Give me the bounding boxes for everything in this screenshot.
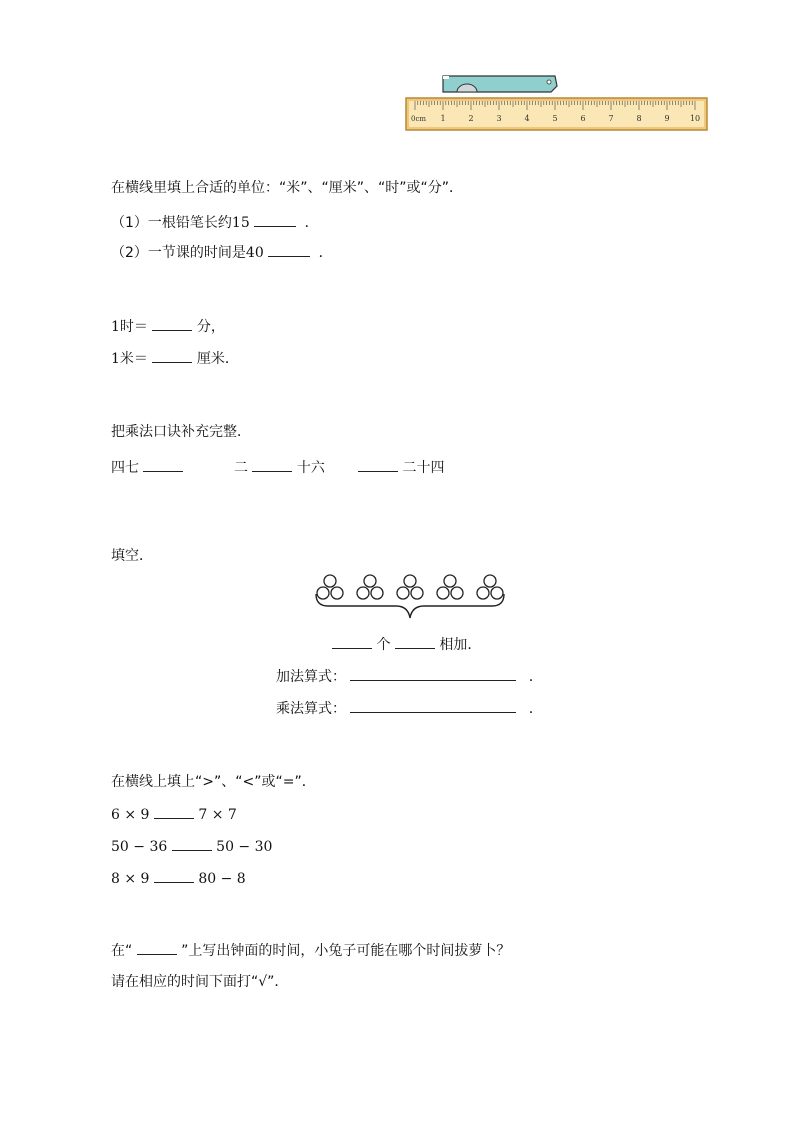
set-square-highlight [443,76,449,79]
group-circle [364,575,376,587]
q5-row-1-blank[interactable] [154,804,194,819]
q1-item2-number: 40 [245,245,264,261]
set-square-hole [547,80,551,84]
q1-item2 [111,242,333,263]
q3-instruction: 把乘法口诀补充完整． [111,424,251,440]
q3-part3 [358,457,444,478]
q1-item1 [111,212,319,233]
q5-instruction: 在横线上填上“>”、“<”或“=”． [111,774,316,790]
q4-add-end: ． [528,669,543,685]
q4-groups-line [332,634,481,655]
q3-part1-blank[interactable] [143,457,183,472]
ruler-illustration [405,74,710,134]
q6-line1-suffix: ”上写出钟面的时间，小兔子可能在哪个时间拔萝卜？ [181,943,511,959]
q4-count-blank[interactable] [332,634,372,649]
q1-item1-blank[interactable] [254,212,296,227]
circle-groups-figure [312,572,512,628]
group-circle [437,587,449,599]
q2-line1-suffix: 分， [196,319,225,335]
q3-part3-blank[interactable] [358,457,398,472]
q3-part2 [234,457,325,478]
curly-brace [316,594,504,618]
q6-line1-prefix: 在“ [111,943,133,959]
q1-item1-prefix: （1）一根铅笔长约 [111,215,232,231]
q2-line1-prefix: 时＝ [119,319,148,335]
group-circle [357,587,369,599]
ruler-unit-label: 0cm [411,115,427,123]
q2-line1-blank[interactable] [152,316,192,331]
group-circle [411,587,423,599]
q4-mul-blank[interactable] [350,698,516,713]
q4-mul-end: ． [528,701,543,717]
ruler-tick-label: 4 [524,114,530,123]
ruler-tick-label: 3 [496,114,502,123]
q6-line1 [111,940,510,961]
q2-line2-prefix: 米＝ [119,351,148,367]
q1-item2-suffix: ． [318,245,333,261]
q5-row-1 [111,804,237,825]
q4-mul-label: 乘法算式： [276,701,346,717]
group-circle [477,587,489,599]
group-circle [331,587,343,599]
group-circle [444,575,456,587]
q6-example-blank [137,940,177,955]
ruler-graphic [405,74,710,134]
group-circle [451,587,463,599]
circle-groups-svg [312,572,512,628]
q4-add-blank[interactable] [350,666,516,681]
q1-item2-blank[interactable] [268,242,310,257]
q5-row-2 [111,836,272,857]
q5-row-3-left: 8 × 9 [111,871,150,887]
q2-line1-number: 1 [111,319,120,335]
q5-row-1-right: 7 × 7 [198,807,237,823]
q4-add-label: 加法算式： [276,669,346,685]
q4-groups-end: 相加． [439,637,482,653]
q3-part1 [111,457,183,478]
q5-row-3-right: 80 − 8 [198,871,246,887]
q4-groups-mid: 个 [376,637,391,653]
q5-row-1-left: 6 × 9 [111,807,150,823]
q4-instruction: 填空． [111,548,153,564]
ruler-tick-label: 9 [664,114,670,123]
group-circle [484,575,496,587]
q1-instruction: 在横线里填上合适的单位：“米”、“厘米”、“时”或“分”． [111,180,464,196]
ruler-tick-label: 1 [440,114,446,123]
group-circle [404,575,416,587]
ruler-tick-label: 8 [636,114,642,123]
q5-row-2-blank[interactable] [172,836,212,851]
group-circle [371,587,383,599]
group-circle [324,575,336,587]
q5-row-3 [111,868,246,889]
ruler-tick-label: 5 [552,114,558,123]
ruler-tick-label: 10 [689,114,701,123]
q6-line2: 请在相应的时间下面打“√”． [111,974,289,990]
q3-part3-suffix: 二十四 [402,460,445,476]
ruler-tick-label: 6 [580,114,586,123]
q4-mul-line [276,698,543,719]
q3-part1-prefix: 四七 [111,460,139,476]
q2-line2 [111,348,239,369]
q2-line2-number: 1 [111,351,120,367]
q3-part2-suffix: 十六 [296,460,325,476]
q4-number-blank[interactable] [395,634,435,649]
q2-line2-suffix: 厘米． [196,351,239,367]
q2-line1 [111,316,225,337]
q5-row-3-blank[interactable] [154,868,194,883]
q5-row-2-left: 50 − 36 [111,839,168,855]
q1-item1-number: 15 [231,215,250,231]
q4-add-line [276,666,543,687]
q3-part2-prefix: 二 [234,460,248,476]
q1-item1-suffix: ． [304,215,319,231]
group-circle [397,587,409,599]
ruler-tick-label: 7 [608,114,614,123]
circle-groups [317,575,503,599]
group-circle [317,587,329,599]
q5-row-2-right: 50 − 30 [216,839,273,855]
q2-line2-blank[interactable] [152,348,192,363]
q1-item2-prefix: （2）一节课的时间是 [111,245,246,261]
group-circle [491,587,503,599]
q3-part2-blank[interactable] [252,457,292,472]
ruler-tick-label: 2 [468,114,474,123]
